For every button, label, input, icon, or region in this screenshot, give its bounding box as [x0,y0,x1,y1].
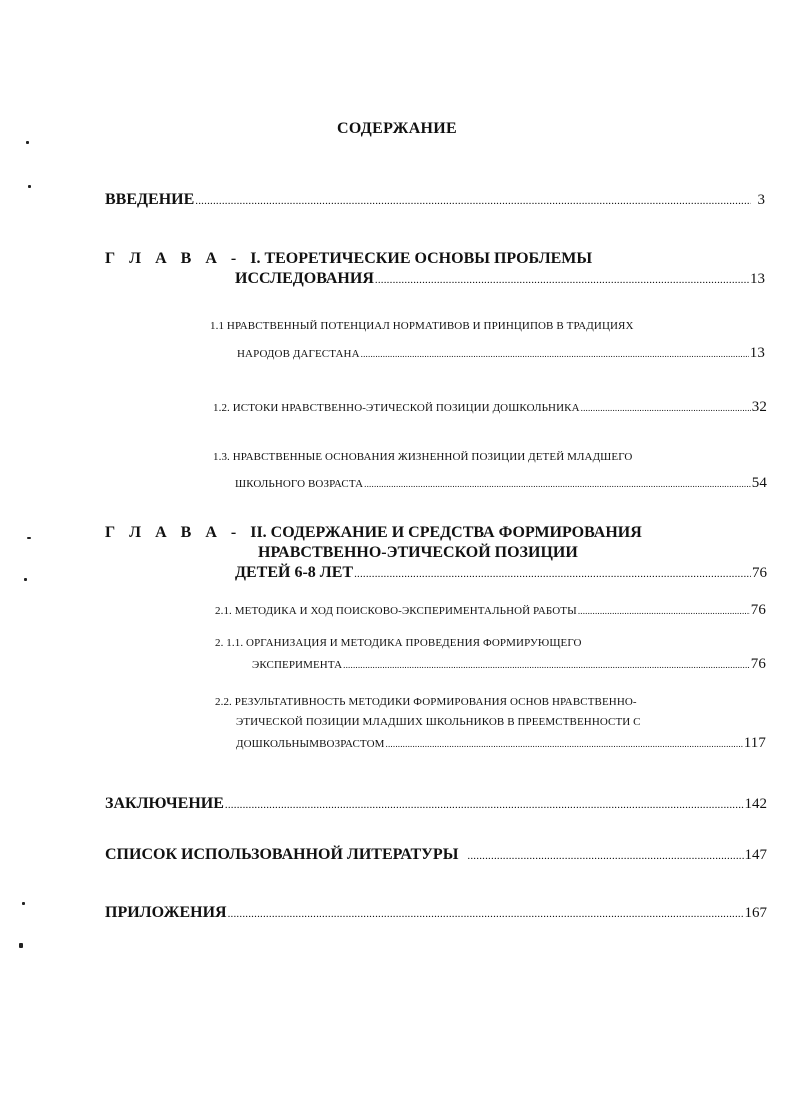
chapter-title-line1: II. СОДЕРЖАНИЕ И СРЕДСТВА ФОРМИРОВАНИЯ [250,524,642,541]
section-title: ДОШКОЛЬНЫМВОЗРАСТОМ [236,738,385,750]
section-title: 1.2. ИСТОКИ НРАВСТВЕННО-ЭТИЧЕСКОЙ ПОЗИЦИИ ДОШКОЛЬНИКА [213,402,580,414]
toc-page-number: 13 [750,271,765,287]
section-1-1-line1: 1.1 НРАВСТВЕННЫЙ ПОТЕНЦИАЛ НОРМАТИВОВ И ПРИНЦИПОВ В ТРАДИЦИЯХ [210,320,634,332]
toc-page-number: 147 [744,847,767,863]
dot-leader [467,846,743,864]
toc-entry-intro[interactable] [105,191,765,209]
section-2-2-line2: ЭТИЧЕСКОЙ ПОЗИЦИИ МЛАДШИХ ШКОЛЬНИКОВ В ПРЕЕМСТВЕННОСТИ С [236,716,641,728]
section-2-2-line1: 2.2. РЕЗУЛЬТАТИВНОСТЬ МЕТОДИКИ ФОРМИРОВАНИЯ ОСНОВ НРАВСТВЕННО- [215,696,637,708]
toc-label: ЗАКЛЮЧЕНИЕ [105,795,224,812]
toc-entry-conclusion[interactable] [105,795,767,813]
dot-leader [195,191,750,209]
section-title: ШКОЛЬНОГО ВОЗРАСТА [235,478,364,490]
toc-page-number: 142 [744,796,767,812]
dot-leader [228,904,744,922]
chapter2-heading[interactable] [105,524,642,542]
toc-page-number: 32 [751,399,767,415]
dot-leader [386,738,743,750]
scan-speck [27,537,31,539]
scan-speck [22,902,25,905]
chapter-title-line3: ДЕТЕЙ 6-8 ЛЕТ [235,564,354,581]
toc-page-number: 167 [744,905,767,921]
toc-page-number: 54 [751,475,767,491]
dot-leader [581,402,751,414]
dot-leader [225,795,744,813]
toc-entry-section-1-2[interactable] [213,399,767,416]
toc-entry-section-2-1[interactable] [215,602,766,619]
dot-leader [354,564,751,582]
chapter2-title-line2: НРАВСТВЕННО-ЭТИЧЕСКОЙ ПОЗИЦИИ [258,544,578,561]
toc-label: ВВЕДЕНИЕ [105,191,195,208]
toc-page-number: 76 [752,565,767,581]
section-title: 2.1. МЕТОДИКА И ХОД ПОИСКОВО-ЭКСПЕРИМЕНТАЛЬНОЙ РАБОТЫ [215,605,577,617]
chapter-title-line2: ИССЛЕДОВАНИЯ [235,270,374,287]
chapter-prefix: Г Л А В А - [105,524,251,541]
section-title: НАРОДОВ ДАГЕСТАНА [237,348,360,360]
toc-entry-chapter1[interactable] [235,270,765,288]
dot-leader [578,605,750,617]
scan-speck [19,943,23,948]
toc-label: СПИСОК ИСПОЛЬЗОВАННОЙ ЛИТЕРАТУРЫ [105,846,459,863]
chapter-prefix: Г Л А В А - [105,250,251,267]
toc-page-number: 13 [749,345,765,361]
toc-entry-section-1-3[interactable] [235,475,767,492]
toc-entry-section-2-2[interactable] [236,735,766,752]
toc-page-number: 76 [750,602,766,618]
toc-entry-section-1-1[interactable] [237,345,765,362]
toc-page-number: 76 [750,656,766,672]
section-title: ЭКСПЕРИМЕНТА [252,659,343,671]
dot-leader [361,348,749,360]
toc-entry-section-2-1-1[interactable] [252,656,766,673]
section-2-1-1-line1: 2. 1.1. ОРГАНИЗАЦИЯ И МЕТОДИКА ПРОВЕДЕНИЯ ФОРМИРУЮЩЕГО [215,637,582,649]
chapter1-heading[interactable] [105,250,592,268]
toc-page-number: 117 [743,735,766,751]
scan-speck [26,141,29,144]
toc-entry-chapter2[interactable] [235,564,767,582]
scan-speck [24,578,27,581]
toc-label: ПРИЛОЖЕНИЯ [105,904,227,921]
toc-entry-appendix[interactable] [105,904,767,922]
section-1-3-line1: 1.3. НРАВСТВЕННЫЕ ОСНОВАНИЯ ЖИЗНЕННОЙ ПОЗИЦИИ ДЕТЕЙ МЛАДШЕГО [213,451,633,463]
page-title: СОДЕРЖАНИЕ [336,120,458,137]
toc-entry-references[interactable] [105,846,767,864]
chapter-title-line1: I. ТЕОРЕТИЧЕСКИЕ ОСНОВЫ ПРОБЛЕМЫ [250,250,593,267]
scan-speck [28,185,31,188]
dot-leader [375,270,749,288]
dot-leader [343,659,750,671]
toc-page-number: 3 [757,192,765,208]
dot-leader [364,478,751,490]
